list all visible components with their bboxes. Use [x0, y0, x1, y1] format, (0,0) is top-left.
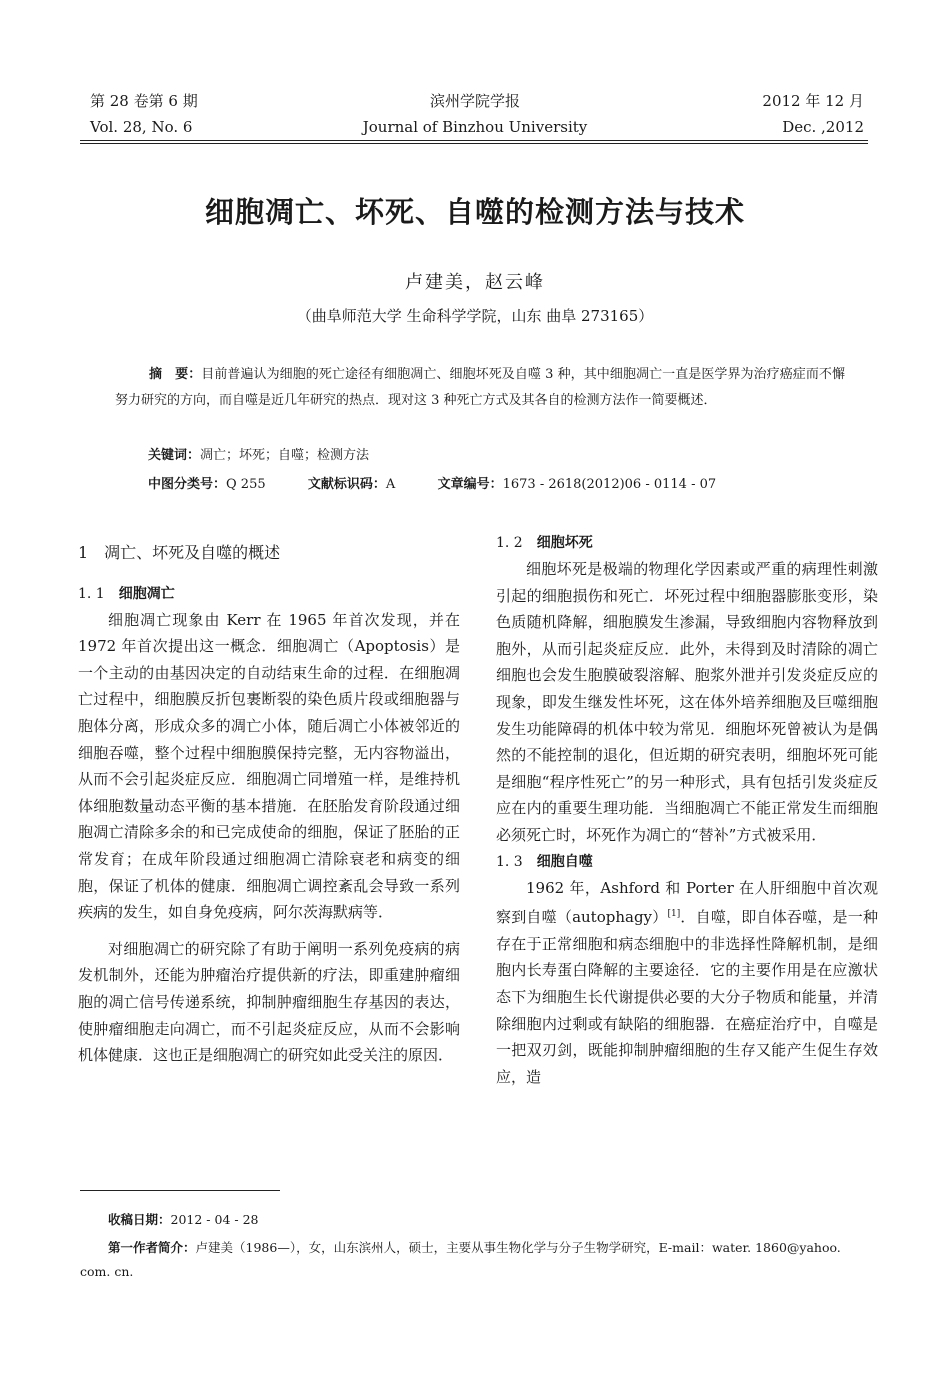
issue-date-en: Dec. ,2012 — [782, 118, 864, 136]
citation-1: [1] — [667, 909, 681, 920]
section-1-1-number: 1. 1 — [78, 585, 105, 602]
abstract-text: 目前普遍认为细胞的死亡途径有细胞凋亡、细胞坏死及自噬 3 种，其中细胞凋亡一直是医学界为治疗癌症而不懈努力研究的方向，而自噬是近几年研究的热点．现对这 3 种死亡方式及其各自的检测方法作一简要概述． — [115, 367, 845, 408]
section-1-3-paragraph-1 — [496, 875, 878, 1091]
section-1-3-text-b: ．自噬，即自体吞噬，是一种存在于正常细胞和病态细胞中的非选择性降解机制，是细胞内长寿蛋白降解的主要途径．它的主要作用是在应激状态下为细胞生长代谢提供必要的大分子物质和能量，并清除细胞内过剩或有缺陷的细胞器．在癌症治疗中，自噬是一把双刃剑，既能抑制肿瘤细胞的生存又能产生促生存效应，造 — [496, 908, 878, 1086]
section-1-1-heading — [78, 581, 460, 607]
first-author-info: 卢建美（1986—），女，山东滨州人，硕士，主要从事生物化学与分子生物学研究，E-mail：water. 1860@yahoo. com. cn. — [80, 1240, 841, 1279]
section-1-1-paragraph-2: 对细胞凋亡的研究除了有助于阐明一系列免疫病的病发机制外，还能为肿瘤治疗提供新的疗法，即重建肿瘤细胞的凋亡信号传递系统，抑制肿瘤细胞生存基因的表达，使肿瘤细胞走向凋亡，而不引起炎症反应，从而不会影响机体健康．这也正是细胞凋亡的研究如此受关注的原因． — [78, 939, 460, 1065]
clc-value: Q 255 — [226, 477, 266, 492]
section-1-3-number: 1. 3 — [496, 853, 523, 870]
keywords: 凋亡；坏死；自噬；检测方法 — [200, 448, 370, 463]
section-1-2-title: 细胞坏死 — [536, 535, 593, 551]
section-1-2-heading — [496, 530, 878, 556]
article-authors: 卢建美，赵云峰 — [405, 272, 545, 293]
header-rule-second — [80, 143, 868, 144]
section-1-heading: 1 凋亡、坏死及自噬的概述 — [78, 543, 281, 562]
doc-code-label: 文献标识码： — [307, 477, 386, 492]
journal-name-en: Journal of Binzhou University — [362, 118, 588, 136]
section-1-2-number: 1. 2 — [496, 535, 523, 551]
received-date: 2012 - 04 - 28 — [170, 1212, 259, 1227]
first-author-note — [80, 1236, 872, 1284]
right-column — [496, 530, 878, 1090]
section-1-3-title: 细胞自噬 — [536, 853, 593, 870]
received-date-line — [108, 1208, 908, 1232]
section-1-3-text-a: 1962 年，Ashford 和 Porter 在人肝细胞中首次观察到自噬（autophagy） — [496, 878, 878, 927]
issue-date-cn: 2012 年 12 月 — [762, 92, 864, 110]
journal-name-cn: 滨州学院学报 — [429, 92, 520, 110]
section-1-1-paragraph-1: 细胞凋亡现象由 Kerr 在 1965 年首次发现，并在 1972 年首次提出这一概念．细胞凋亡（Apoptosis）是一个主动的由基因决定的自动结束生命的过程．在细胞凋亡过程中，细胞膜反折包裹断裂的染色质片段或细胞器与胞体分离，形成众多的凋亡小体，随后凋亡小体被邻近的细胞吞噬，整个过程中细胞膜保持完整，无内容物溢出，从而不会引起炎症反应．细胞凋亡同增殖一样，是维持机体细胞数量动态平衡的基本措施．在胚胎发育阶段通过细胞凋亡清除多余的和已完成使命的细胞，保证了胚胎的正常发育；在成年阶段通过细胞凋亡清除衰老和病变的细胞，保证了机体的健康．细胞凋亡调控紊乱会导致一系列疾病的发生，如自身免疫病，阿尔茨海默病等． — [78, 610, 460, 922]
header-rule — [80, 140, 868, 141]
footnote-rule — [80, 1190, 280, 1191]
volume-issue-en: Vol. 28, No. 6 — [90, 118, 193, 136]
section-1-1-title: 细胞凋亡 — [118, 585, 175, 602]
volume-issue-cn: 第 28 卷第 6 期 — [90, 92, 198, 110]
author-affiliation: （曲阜师范大学 生命科学学院，山东 曲阜 273165） — [296, 307, 654, 325]
first-author-label: 第一作者简介： — [108, 1240, 196, 1255]
article-title: 细胞凋亡、坏死、自噬的检测方法与技术 — [204, 195, 745, 229]
article-no-label: 文章编号： — [437, 477, 503, 492]
section-1-2-paragraph-1: 细胞坏死是极端的物理化学因素或严重的病理性刺激引起的细胞损伤和死亡．坏死过程中细胞器膨胀变形，染色质随机降解，细胞膜发生渗漏，导致细胞内容物释放到胞外，从而引起炎症反应．此外，未得到及时清除的凋亡细胞也会发生胞膜破裂溶解、胞浆外泄并引发炎症反应的现象，即发生继发性坏死，这在体外培养细胞及巨噬细胞发生功能障碍的机体中较为常见．细胞坏死曾被认为是偶然的不能控制的退化，但近期的研究表明，细胞坏死可能是细胞“程序性死亡”的另一种形式，具有包括引发炎症反应在内的重要生理功能．当细胞凋亡不能正常发生而细胞必须死亡时，坏死作为凋亡的“替补”方式被采用． — [496, 560, 878, 844]
left-column — [78, 540, 460, 1069]
clc-label: 中图分类号： — [148, 477, 227, 492]
article-no-value: 1673 - 2618(2012)06 - 0114 - 07 — [502, 477, 717, 492]
keywords-line — [148, 444, 369, 463]
section-1-3-heading — [496, 849, 878, 875]
keywords-label: 关键词： — [148, 448, 201, 463]
received-date-label: 收稿日期： — [108, 1212, 171, 1227]
classification-line — [148, 473, 716, 492]
doc-code-value: A — [385, 477, 396, 492]
abstract-label: 摘 要： — [149, 367, 202, 382]
abstract — [115, 362, 845, 414]
